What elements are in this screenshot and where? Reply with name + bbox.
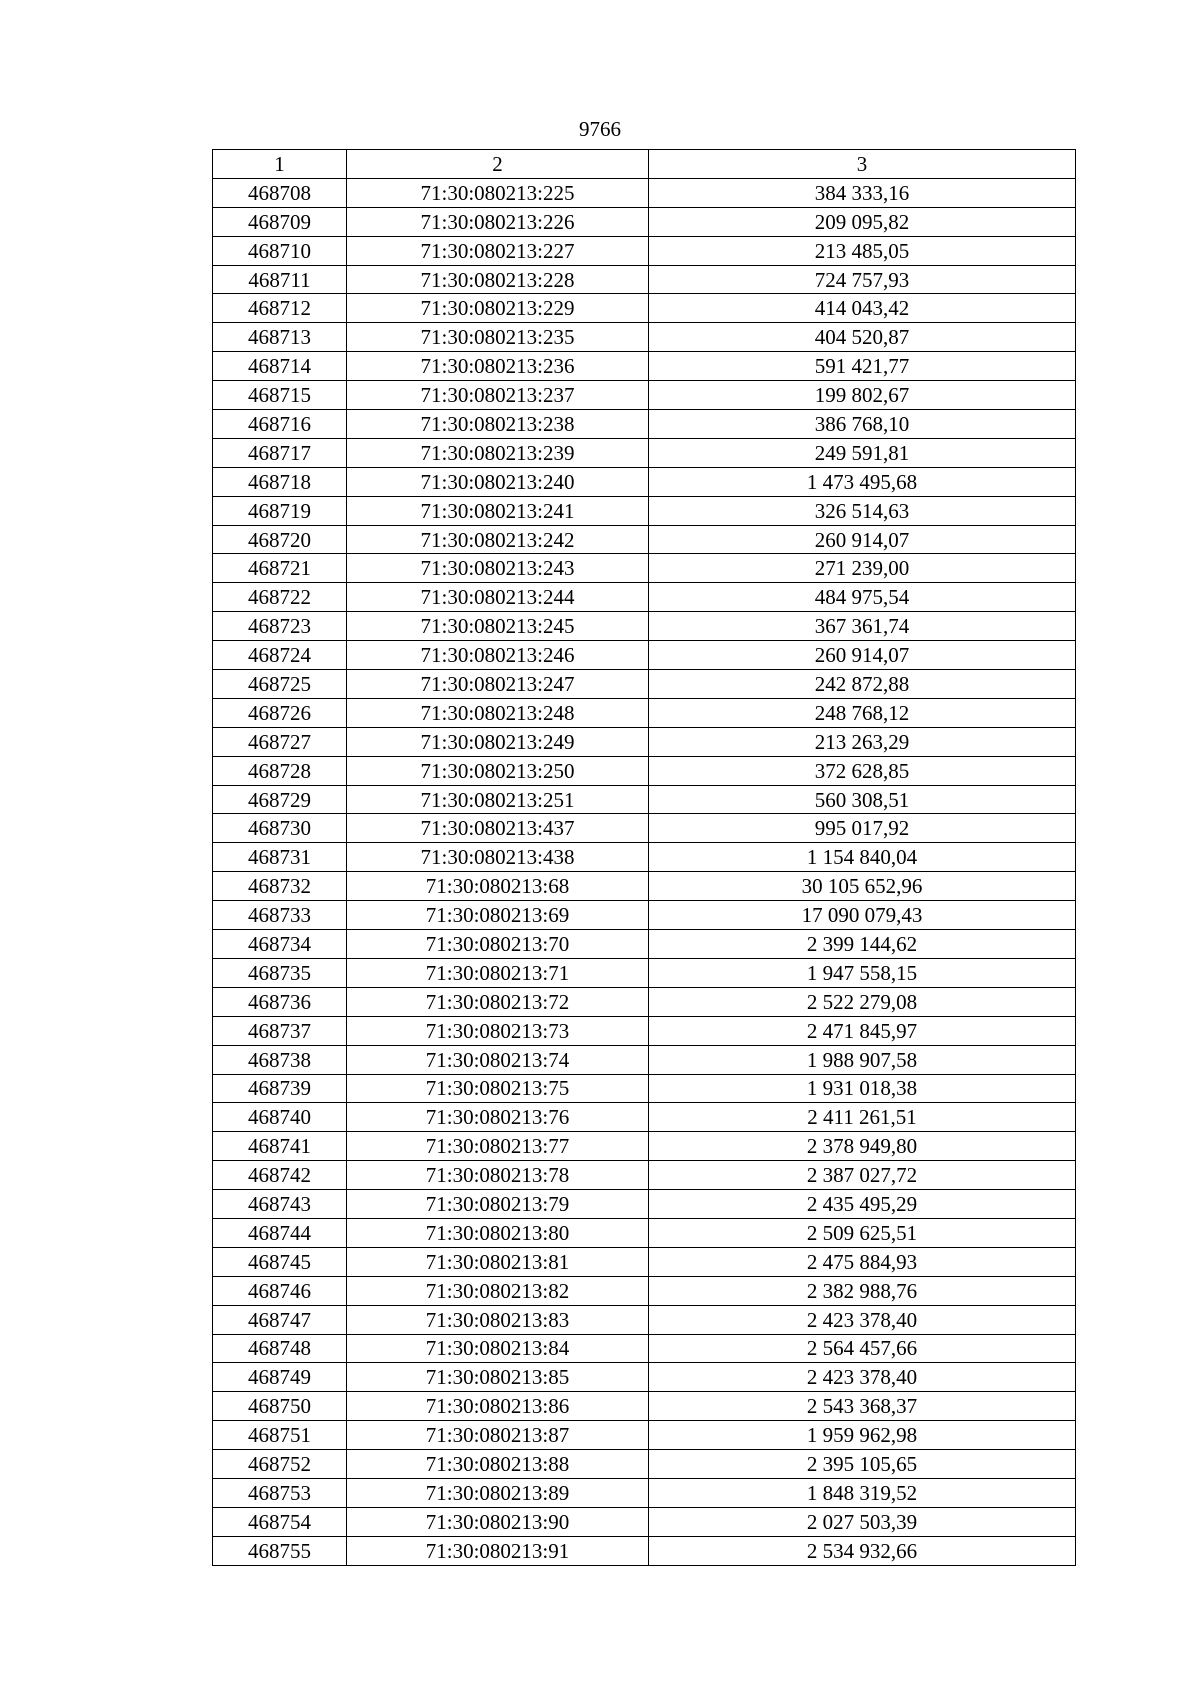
cadastral-number-cell: 71:30:080213:242 [347,525,649,554]
row-number-cell: 468726 [213,698,347,727]
cadastral-number-cell: 71:30:080213:76 [347,1103,649,1132]
cadastral-number-cell: 71:30:080213:87 [347,1421,649,1450]
table-row [213,1190,1076,1219]
table-row [213,1363,1076,1392]
row-number-cell: 468718 [213,467,347,496]
table-row [213,1074,1076,1103]
cadastral-number-cell: 71:30:080213:78 [347,1161,649,1190]
row-number-cell: 468735 [213,958,347,987]
cadastral-value-cell: 326 514,63 [649,496,1076,525]
cadastral-value-cell: 271 239,00 [649,554,1076,583]
cadastral-number-cell: 71:30:080213:239 [347,438,649,467]
table-row [213,1392,1076,1421]
table-row [213,1132,1076,1161]
table-row [213,727,1076,756]
row-number-cell: 468713 [213,323,347,352]
header-cell-col-1: 1 [213,150,347,179]
cadastral-value-cell: 1 848 319,52 [649,1478,1076,1507]
cadastral-value-cell: 2 027 503,39 [649,1507,1076,1536]
row-number-cell: 468733 [213,901,347,930]
cadastral-number-cell: 71:30:080213:70 [347,930,649,959]
cadastral-number-cell: 71:30:080213:82 [347,1276,649,1305]
header-cell-col-3: 3 [649,150,1076,179]
table-row [213,641,1076,670]
cadastral-number-cell: 71:30:080213:73 [347,1016,649,1045]
row-number-cell: 468712 [213,294,347,323]
table-row [213,756,1076,785]
row-number-cell: 468734 [213,930,347,959]
cadastral-value-cell: 2 399 144,62 [649,930,1076,959]
cadastral-value-cell: 484 975,54 [649,583,1076,612]
cadastral-value-cell: 1 931 018,38 [649,1074,1076,1103]
table-row [213,930,1076,959]
table-row [213,901,1076,930]
cadastral-value-cell: 242 872,88 [649,670,1076,699]
page-number: 9766 [579,117,621,141]
table-row [213,785,1076,814]
cadastral-number-cell: 71:30:080213:90 [347,1507,649,1536]
cadastral-number-cell: 71:30:080213:79 [347,1190,649,1219]
cadastral-value-cell: 248 768,12 [649,698,1076,727]
row-number-cell: 468728 [213,756,347,785]
table-row [213,1161,1076,1190]
cadastral-value-cell: 30 105 652,96 [649,872,1076,901]
row-number-cell: 468709 [213,207,347,236]
row-number-cell: 468714 [213,352,347,381]
table-row [213,1334,1076,1363]
row-number-cell: 468725 [213,670,347,699]
cadastral-number-cell: 71:30:080213:245 [347,612,649,641]
row-number-cell: 468739 [213,1074,347,1103]
table-row [213,1305,1076,1334]
row-number-cell: 468716 [213,410,347,439]
cadastral-value-cell: 2 471 845,97 [649,1016,1076,1045]
row-number-cell: 468731 [213,843,347,872]
row-number-cell: 468740 [213,1103,347,1132]
table-row [213,496,1076,525]
cadastral-number-cell: 71:30:080213:91 [347,1536,649,1565]
row-number-cell: 468754 [213,1507,347,1536]
cadastral-value-cell: 591 421,77 [649,352,1076,381]
cadastral-number-cell: 71:30:080213:437 [347,814,649,843]
cadastral-number-cell: 71:30:080213:251 [347,785,649,814]
cadastral-value-cell: 2 395 105,65 [649,1450,1076,1479]
cadastral-value-cell: 213 263,29 [649,727,1076,756]
table-row [213,323,1076,352]
table-row [213,987,1076,1016]
table-row [213,1507,1076,1536]
cadastral-value-cell: 2 382 988,76 [649,1276,1076,1305]
row-number-cell: 468744 [213,1218,347,1247]
cadastral-number-cell: 71:30:080213:244 [347,583,649,612]
cadastral-value-cell: 2 543 368,37 [649,1392,1076,1421]
table-row [213,467,1076,496]
table-row [213,958,1076,987]
cadastral-number-cell: 71:30:080213:248 [347,698,649,727]
cadastral-number-cell: 71:30:080213:250 [347,756,649,785]
table-row [213,381,1076,410]
table-row [213,554,1076,583]
cadastral-number-cell: 71:30:080213:236 [347,352,649,381]
cadastral-value-cell: 2 522 279,08 [649,987,1076,1016]
cadastral-value-cell: 2 378 949,80 [649,1132,1076,1161]
row-number-cell: 468737 [213,1016,347,1045]
table-row [213,843,1076,872]
cadastral-number-cell: 71:30:080213:88 [347,1450,649,1479]
cadastral-value-cell: 260 914,07 [649,641,1076,670]
cadastral-value-cell: 1 473 495,68 [649,467,1076,496]
row-number-cell: 468708 [213,178,347,207]
row-number-cell: 468724 [213,641,347,670]
cadastral-number-cell: 71:30:080213:75 [347,1074,649,1103]
cadastral-number-cell: 71:30:080213:71 [347,958,649,987]
cadastral-number-cell: 71:30:080213:85 [347,1363,649,1392]
cadastral-value-cell: 17 090 079,43 [649,901,1076,930]
row-number-cell: 468736 [213,987,347,1016]
row-number-cell: 468751 [213,1421,347,1450]
cadastral-number-cell: 71:30:080213:68 [347,872,649,901]
cadastral-value-cell: 199 802,67 [649,381,1076,410]
cadastral-value-cell: 384 333,16 [649,178,1076,207]
cadastral-value-cell: 1 154 840,04 [649,843,1076,872]
cadastral-value-cell: 372 628,85 [649,756,1076,785]
table-row [213,1276,1076,1305]
table-row [213,1421,1076,1450]
cadastral-number-cell: 71:30:080213:80 [347,1218,649,1247]
cadastral-value-cell: 2 534 932,66 [649,1536,1076,1565]
row-number-cell: 468746 [213,1276,347,1305]
row-number-cell: 468738 [213,1045,347,1074]
table-row [213,525,1076,554]
row-number-cell: 468715 [213,381,347,410]
row-number-cell: 468747 [213,1305,347,1334]
cadastral-number-cell: 71:30:080213:83 [347,1305,649,1334]
row-number-cell: 468722 [213,583,347,612]
row-number-cell: 468710 [213,236,347,265]
cadastral-value-cell: 2 387 027,72 [649,1161,1076,1190]
cadastral-value-cell: 2 411 261,51 [649,1103,1076,1132]
row-number-cell: 468719 [213,496,347,525]
row-number-cell: 468748 [213,1334,347,1363]
table-body [213,150,1076,1566]
cadastral-value-cell: 209 095,82 [649,207,1076,236]
table-row [213,1247,1076,1276]
table-row [213,352,1076,381]
cadastral-number-cell: 71:30:080213:225 [347,178,649,207]
cadastral-number-cell: 71:30:080213:237 [347,381,649,410]
table-row [213,1478,1076,1507]
table-row [213,1450,1076,1479]
cadastral-value-cell: 2 509 625,51 [649,1218,1076,1247]
cadastral-number-cell: 71:30:080213:229 [347,294,649,323]
cadastral-value-cell: 1 947 558,15 [649,958,1076,987]
cadastral-value-cell: 367 361,74 [649,612,1076,641]
cadastral-value-table [212,149,1076,1566]
cadastral-number-cell: 71:30:080213:438 [347,843,649,872]
cadastral-number-cell: 71:30:080213:246 [347,641,649,670]
cadastral-number-cell: 71:30:080213:240 [347,467,649,496]
cadastral-number-cell: 71:30:080213:72 [347,987,649,1016]
cadastral-number-cell: 71:30:080213:249 [347,727,649,756]
table-row [213,698,1076,727]
cadastral-number-cell: 71:30:080213:77 [347,1132,649,1161]
row-number-cell: 468730 [213,814,347,843]
cadastral-number-cell: 71:30:080213:241 [347,496,649,525]
row-number-cell: 468727 [213,727,347,756]
row-number-cell: 468750 [213,1392,347,1421]
cadastral-value-cell: 2 435 495,29 [649,1190,1076,1219]
cadastral-number-cell: 71:30:080213:227 [347,236,649,265]
table-row [213,410,1076,439]
table-row [213,294,1076,323]
cadastral-number-cell: 71:30:080213:74 [347,1045,649,1074]
cadastral-number-cell: 71:30:080213:226 [347,207,649,236]
row-number-cell: 468720 [213,525,347,554]
table-header-row [213,150,1076,179]
row-number-cell: 468745 [213,1247,347,1276]
table-row [213,236,1076,265]
cadastral-value-cell: 2 423 378,40 [649,1363,1076,1392]
cadastral-value-cell: 995 017,92 [649,814,1076,843]
cadastral-number-cell: 71:30:080213:243 [347,554,649,583]
cadastral-value-cell: 404 520,87 [649,323,1076,352]
cadastral-value-cell: 2 423 378,40 [649,1305,1076,1334]
row-number-cell: 468723 [213,612,347,641]
row-number-cell: 468711 [213,265,347,294]
table-row [213,583,1076,612]
row-number-cell: 468752 [213,1450,347,1479]
table-row [213,1103,1076,1132]
cadastral-value-cell: 724 757,93 [649,265,1076,294]
row-number-cell: 468743 [213,1190,347,1219]
table-row [213,814,1076,843]
row-number-cell: 468741 [213,1132,347,1161]
cadastral-value-cell: 1 988 907,58 [649,1045,1076,1074]
table-row [213,1536,1076,1565]
row-number-cell: 468753 [213,1478,347,1507]
cadastral-value-cell: 414 043,42 [649,294,1076,323]
cadastral-value-cell: 2 564 457,66 [649,1334,1076,1363]
cadastral-number-cell: 71:30:080213:228 [347,265,649,294]
cadastral-number-cell: 71:30:080213:238 [347,410,649,439]
cadastral-number-cell: 71:30:080213:69 [347,901,649,930]
cadastral-number-cell: 71:30:080213:86 [347,1392,649,1421]
row-number-cell: 468729 [213,785,347,814]
cadastral-number-cell: 71:30:080213:84 [347,1334,649,1363]
row-number-cell: 468755 [213,1536,347,1565]
table-row [213,1218,1076,1247]
cadastral-number-cell: 71:30:080213:235 [347,323,649,352]
row-number-cell: 468732 [213,872,347,901]
cadastral-number-cell: 71:30:080213:247 [347,670,649,699]
table-row [213,207,1076,236]
row-number-cell: 468742 [213,1161,347,1190]
cadastral-number-cell: 71:30:080213:81 [347,1247,649,1276]
cadastral-value-cell: 260 914,07 [649,525,1076,554]
table-row [213,178,1076,207]
row-number-cell: 468717 [213,438,347,467]
cadastral-value-cell: 249 591,81 [649,438,1076,467]
cadastral-value-cell: 213 485,05 [649,236,1076,265]
cadastral-value-cell: 386 768,10 [649,410,1076,439]
cadastral-value-cell: 560 308,51 [649,785,1076,814]
cadastral-value-cell: 2 475 884,93 [649,1247,1076,1276]
table-row [213,265,1076,294]
row-number-cell: 468749 [213,1363,347,1392]
table-row [213,670,1076,699]
table-row [213,438,1076,467]
header-cell-col-2: 2 [347,150,649,179]
row-number-cell: 468721 [213,554,347,583]
table-row [213,1016,1076,1045]
table-row [213,612,1076,641]
cadastral-value-cell: 1 959 962,98 [649,1421,1076,1450]
table-row [213,872,1076,901]
cadastral-number-cell: 71:30:080213:89 [347,1478,649,1507]
table-row [213,1045,1076,1074]
